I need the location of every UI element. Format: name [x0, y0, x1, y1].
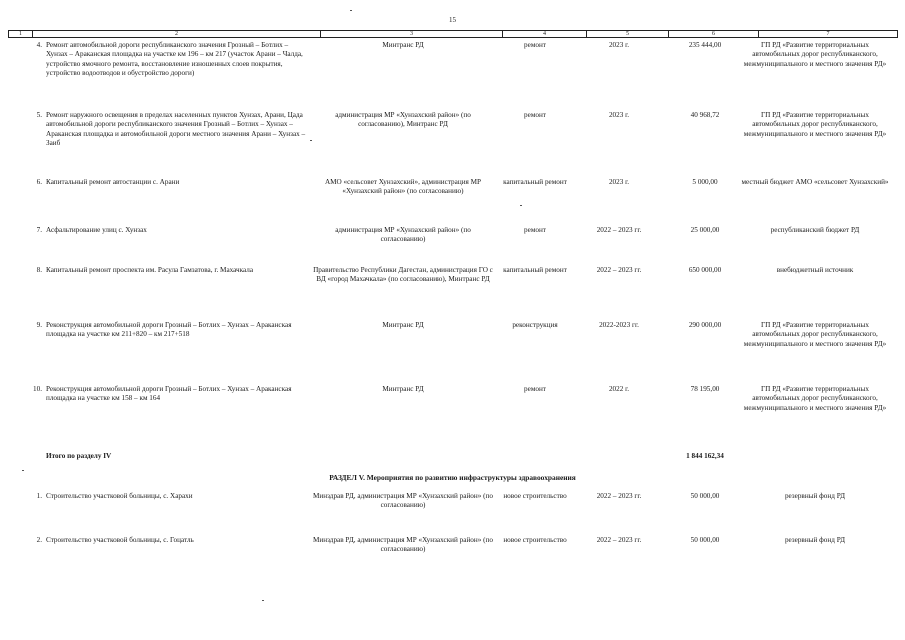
measure-name: Капитальный ремонт проспекта им. Расула Гамзатова, г. Махачкала — [46, 266, 254, 274]
executor: Правительство Республики Дагестан, администрация ГО с ВД «город Махачкала» (по согласованию), Минтранс РД — [313, 266, 493, 284]
row-number: 10. — [33, 385, 42, 393]
total-amount: 1 844 162,34 — [686, 452, 724, 460]
funding-source: резервный фонд РД — [784, 492, 846, 500]
row-number: 6. — [36, 178, 42, 186]
amount: 50 000,00 — [690, 492, 720, 500]
executor: АМО «сельсовет Хунзахский», администрация МР «Хунзахский район» (по согласованию) — [324, 178, 482, 196]
row-number: 8. — [36, 266, 42, 274]
row-number: 2. — [36, 536, 42, 544]
section-heading: РАЗДЕЛ V. Мероприятия по развитию инфраструктуры здравоохранения — [329, 473, 576, 482]
work-type: ремонт — [524, 226, 546, 234]
period: 2022-2023 гг. — [599, 321, 639, 329]
measure-name: Ремонт автомобильной дороги республиканского значения Грозный – Ботлих – Хунзах – Араканская площадка на участке км 196 – км 217 (участок Арани – Чалда, устройство ямочного ремонта, восстановление изношенных слоев покрытия, устройство водоотводов и обустройство дороги) — [46, 41, 303, 78]
work-type: ремонт — [524, 41, 546, 49]
measure-name: Ремонт наружного освещения в пределах населенных пунктов Хунзах, Арани, Цада автомобильной дороги республиканского значения Грозный – Ботлих – Хунзах – Араканская площадка и автомобильной дороги местного значения Арани – Хунзах – Заиб — [46, 111, 306, 148]
measure-name: Асфальтирование улиц с. Хунзах — [46, 226, 147, 234]
executor: Минздрав РД, администрация МР «Хунзахский район» (по согласованию) — [313, 492, 493, 510]
executor: администрация МР «Хунзахский район» (по согласованию) — [335, 226, 471, 244]
work-type: ремонт — [524, 111, 546, 119]
executor: Минтранс РД — [382, 41, 424, 49]
scan-speck — [520, 205, 522, 206]
column-number: 1 — [9, 31, 33, 38]
executor: Минтранс РД — [382, 321, 424, 329]
column-number-header — [8, 30, 898, 38]
period: 2022 – 2023 гг. — [596, 492, 642, 500]
measure-name: Капитальный ремонт автостанции с. Арани — [46, 178, 180, 186]
work-type: капитальный ремонт — [503, 178, 567, 186]
work-type: капитальный ремонт — [503, 266, 567, 274]
amount: 50 000,00 — [690, 536, 720, 544]
total-label: Итого по разделу IV — [46, 452, 112, 460]
period: 2022 – 2023 гг. — [596, 226, 642, 234]
amount: 40 968,72 — [690, 111, 720, 119]
funding-source: ГП РД «Развитие территориальных автомобильных дорог республиканского, межмуниципального и местного значения РД» — [743, 111, 887, 138]
column-number: 3 — [321, 31, 503, 38]
measure-name: Реконструкция автомобильной дороги Грозный – Ботлих – Хунзах – Араканская площадка на участке км 211+820 – км 217+518 — [46, 321, 292, 339]
column-number: 4 — [503, 31, 587, 38]
funding-source: ГП РД «Развитие территориальных автомобильных дорог республиканского, межмуниципального и местного значения РД» — [743, 321, 887, 348]
amount: 290 000,00 — [688, 321, 722, 329]
measure-name: Реконструкция автомобильной дороги Грозный – Ботлих – Хунзах – Араканская площадка на участке км 158 – км 164 — [46, 385, 292, 403]
column-number: 6 — [669, 31, 759, 38]
executor: Минтранс РД — [382, 385, 424, 393]
funding-source: ГП РД «Развитие территориальных автомобильных дорог республиканского, межмуниципального и местного значения РД» — [743, 385, 887, 412]
amount: 235 444,00 — [688, 41, 722, 49]
column-number: 7 — [759, 31, 898, 38]
funding-source: резервный фонд РД — [784, 536, 846, 544]
row-number: 1. — [36, 492, 42, 500]
amount: 25 000,00 — [690, 226, 720, 234]
measure-name: Строительство участковой больницы, с. Гоцатль — [46, 536, 194, 544]
period: 2023 г. — [608, 178, 630, 186]
period: 2022 г. — [608, 385, 630, 393]
work-type: ремонт — [524, 385, 546, 393]
row-number: 4. — [36, 41, 42, 49]
column-number: 5 — [587, 31, 669, 38]
funding-source: внебюджетный источник — [776, 266, 854, 274]
period: 2022 – 2023 гг. — [596, 266, 642, 274]
row-number: 5. — [36, 111, 42, 119]
period: 2023 г. — [608, 41, 630, 49]
work-type: новое строительство — [503, 536, 567, 544]
scan-speck — [22, 470, 24, 471]
scan-speck — [350, 10, 352, 11]
funding-source: республиканский бюджет РД — [770, 226, 860, 234]
scan-speck — [310, 140, 312, 141]
amount: 78 195,00 — [690, 385, 720, 393]
scan-speck — [262, 600, 264, 601]
executor: администрация МР «Хунзахский район» (по согласованию), Минтранс РД — [335, 111, 471, 129]
period: 2022 – 2023 гг. — [596, 536, 642, 544]
row-number: 9. — [36, 321, 42, 329]
amount: 650 000,00 — [688, 266, 722, 274]
amount: 5 000,00 — [692, 178, 718, 186]
row-number: 7. — [36, 226, 42, 234]
period: 2023 г. — [608, 111, 630, 119]
funding-source: ГП РД «Развитие территориальных автомобильных дорог республиканского, межмуниципального и местного значения РД» — [743, 41, 887, 68]
work-type: новое строительство — [503, 492, 567, 500]
work-type: реконструкция — [512, 321, 558, 329]
funding-source: местный бюджет АМО «сельсовет Хунзахский» — [741, 178, 889, 186]
page-number: 15 — [449, 16, 456, 24]
measure-name: Строительство участковой больницы, с. Харахи — [46, 492, 193, 500]
column-number: 2 — [33, 31, 321, 38]
executor: Минздрав РД, администрация МР «Хунзахский район» (по согласованию) — [313, 536, 493, 554]
